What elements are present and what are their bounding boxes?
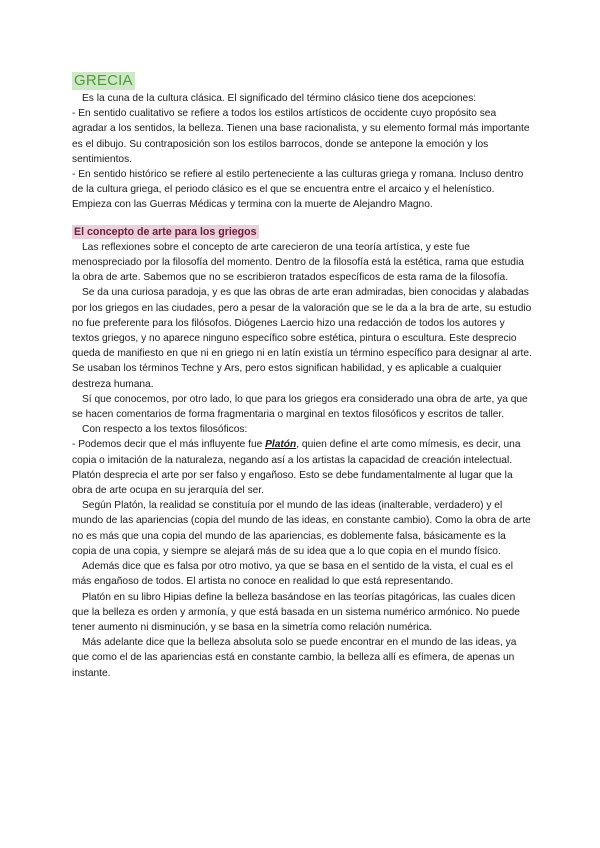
paragraph: Más adelante dice que la belleza absoluta solo se puede encontrar en el mundo de las ideas, ya que como el de las apariencias está en constante cambio, la belleza allí es efímera, de apenas un instante. <box>72 637 517 679</box>
paragraph: Según Platón, la realidad se constituía por el mundo de las ideas (inalterable, verdadero) y el mundo de las apariencias (copia del mundo de las ideas, en constante cambio). Como la obra de arte no es más que una copia del mundo de las apariencias, es doblemente falsa, básicamente es la copia de una copia, y siempre se alejará más de su idea que a lo que copia en el mundo físico. <box>72 500 531 557</box>
paragraph: Sí que conocemos, por otro lado, lo que para los griegos era considerado una obra de arte, ya que se hacen comentarios de forma fragmentaria o marginal en textos filosóficos y escritos de taller. <box>72 393 528 421</box>
paragraph: Con respecto a los textos filosóficos: <box>82 424 248 436</box>
paragraph: Se da una curiosa paradoja, y es que las obras de arte eran admiradas, bien conocidas y alabadas por los griegos en las ciudades, pero a pesar de la valoración que se le da a la bra de arte, su estudio no fue preferente para los filósofos. Diógenes Laercio hizo una redacción de todos los autores y textos griegos, y no aparece ninguno específico sobre estética, pintura o escultura. Este desprecio queda de manifiesto en que ni en griego ni en latín existía un término específico para designar al arte. Se usaban los términos Techne y Ars, pero estos significan habilidad, y es aplicable a cualquier destreza humana. <box>72 287 532 390</box>
text-run: - Podemos decir que el más influyente fue <box>72 439 266 451</box>
paragraph: Además dice que es falsa por otro motivo, ya que se basa en el sentido de la vista, el cual es el más engañoso de todos. El artista no conoce en realidad lo que está representando. <box>72 561 513 588</box>
paragraph: Las reflexiones sobre el concepto de arte carecieron de una teoría artística, y este fue menospreciado por la filosofía del momento. Dentro de la filosofía está la estética, rama que estudia la obra de arte. Sabemos que no se escribieron tratados específicos de esta rama de la filosofía. <box>72 241 524 284</box>
paragraph: - En sentido cualitativo se refiere a todos los estilos artísticos de occidente cuyo propósito sea agradar a los sentidos, la belleza. Tienen una base racionalista, y su elemento formal más importante es el dibujo. Su contraposición son los estilos barrocos, donde se antepone la emoción y los sentimientos. <box>72 108 530 165</box>
platon-name: Platón <box>265 439 297 451</box>
paragraph: - En sentido histórico se refiere al estilo perteneciente a las culturas griega y romana. Incluso dentro de la cultura griega, el periodo clásico es el que se encuentra entre el arcaico y el helenístico. Empieza con las Guerras Médicas y termina con la muerte de Alejandro Magno. <box>72 169 524 211</box>
paragraph: Es la cuna de la cultura clásica. El significado del término clásico tiene dos acepciones: <box>82 93 477 104</box>
document-body <box>72 72 532 681</box>
paragraph: Platón en su libro Hipias define la belleza basándose en las teorías pitagóricas, las cuales dicen que la belleza es orden y armonía, y que está basada en un sistema numérico armónico. No puede tener aumento ni disminución, y se basa en la simetría como relación numérica. <box>72 591 520 633</box>
paragraph-platon <box>72 437 532 498</box>
section-heading-concepto: El concepto de arte para los griegos <box>74 225 257 238</box>
section-heading-grecia: GRECIA <box>74 72 133 89</box>
text-run: , quien define el arte como mímesis, es decir, una copia o imitación de la naturaleza, negando así a los artistas la capacidad de creación intelectual. Platón desprecia el arte por ser falso y engañoso. Esto se debe fundamentalmente al lugar que la obra de arte ocupa en su jerarquía del ser. <box>72 439 521 497</box>
